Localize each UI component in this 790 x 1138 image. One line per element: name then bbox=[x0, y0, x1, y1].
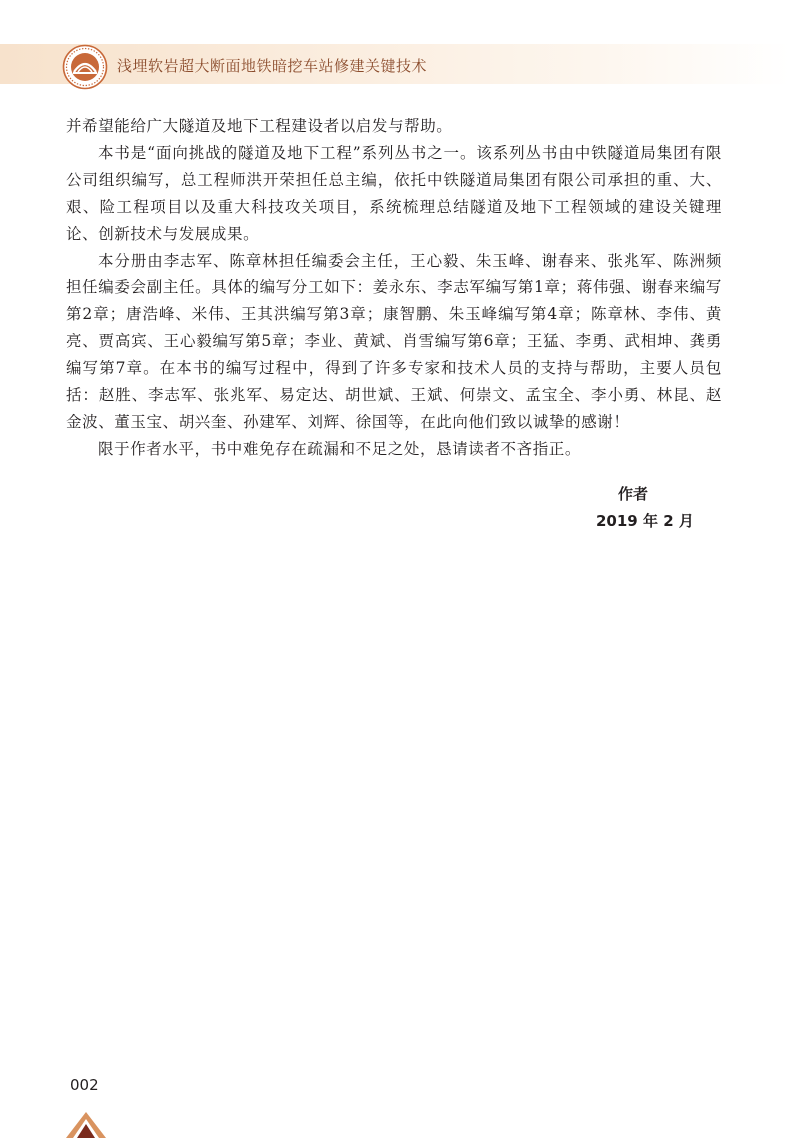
paragraph-2: 本书是“面向挑战的隧道及地下工程”系列丛书之一。该系列丛书由中铁隧道局集团有限公司组织编写，总工程师洪开荣担任总主编，依托中铁隧道局集团有限公司承担的重、大、艰、险工程项目以及重大科技攻关项目，系统梳理总结隧道及地下工程领域的建设关键理论、创新技术与发展成果。 bbox=[66, 143, 722, 243]
signature-date: 2019 年 2 月 bbox=[596, 512, 694, 530]
triangle-corner-icon bbox=[66, 1110, 106, 1138]
body-text bbox=[66, 113, 722, 463]
header-title: 浅埋软岩超大断面地铁暗挖车站修建关键技术 bbox=[117, 57, 428, 75]
page-number: 002 bbox=[70, 1076, 99, 1094]
paragraph-4: 限于作者水平，书中难免存在疏漏和不足之处，恳请读者不吝指正。 bbox=[98, 439, 582, 458]
page-header bbox=[0, 0, 790, 96]
signature-author: 作者 bbox=[618, 485, 649, 503]
paragraph-3: 本分册由李志军、陈章林担任编委会主任，王心毅、朱玉峰、谢春来、张兆军、陈洲频担任编委会副主任。具体的编写分工如下：姜永东、李志军编写第1章；蒋伟强、谢春来编写第2章；唐浩峰、米伟、王其洪编写第3章；康智鹏、朱玉峰编写第4章；陈章林、李伟、黄亮、贾高宾、王心毅编写第5章；李业、黄斌、肖雪编写第6章；王猛、李勇、武相坤、龚勇编写第7章。在本书的编写过程中，得到了许多专家和技术人员的支持与帮助，主要人员包括：赵胜、李志军、张兆军、易定达、胡世斌、王斌、何崇文、孟宝全、李小勇、林昆、赵金波、董玉宝、胡兴奎、孙建军、刘辉、徐国等，在此向他们致以诚挚的感谢！ bbox=[66, 251, 722, 431]
paragraph-1: 并希望能给广大隧道及地下工程建设者以启发与帮助。 bbox=[66, 117, 453, 135]
seal-logo-icon bbox=[62, 44, 108, 90]
